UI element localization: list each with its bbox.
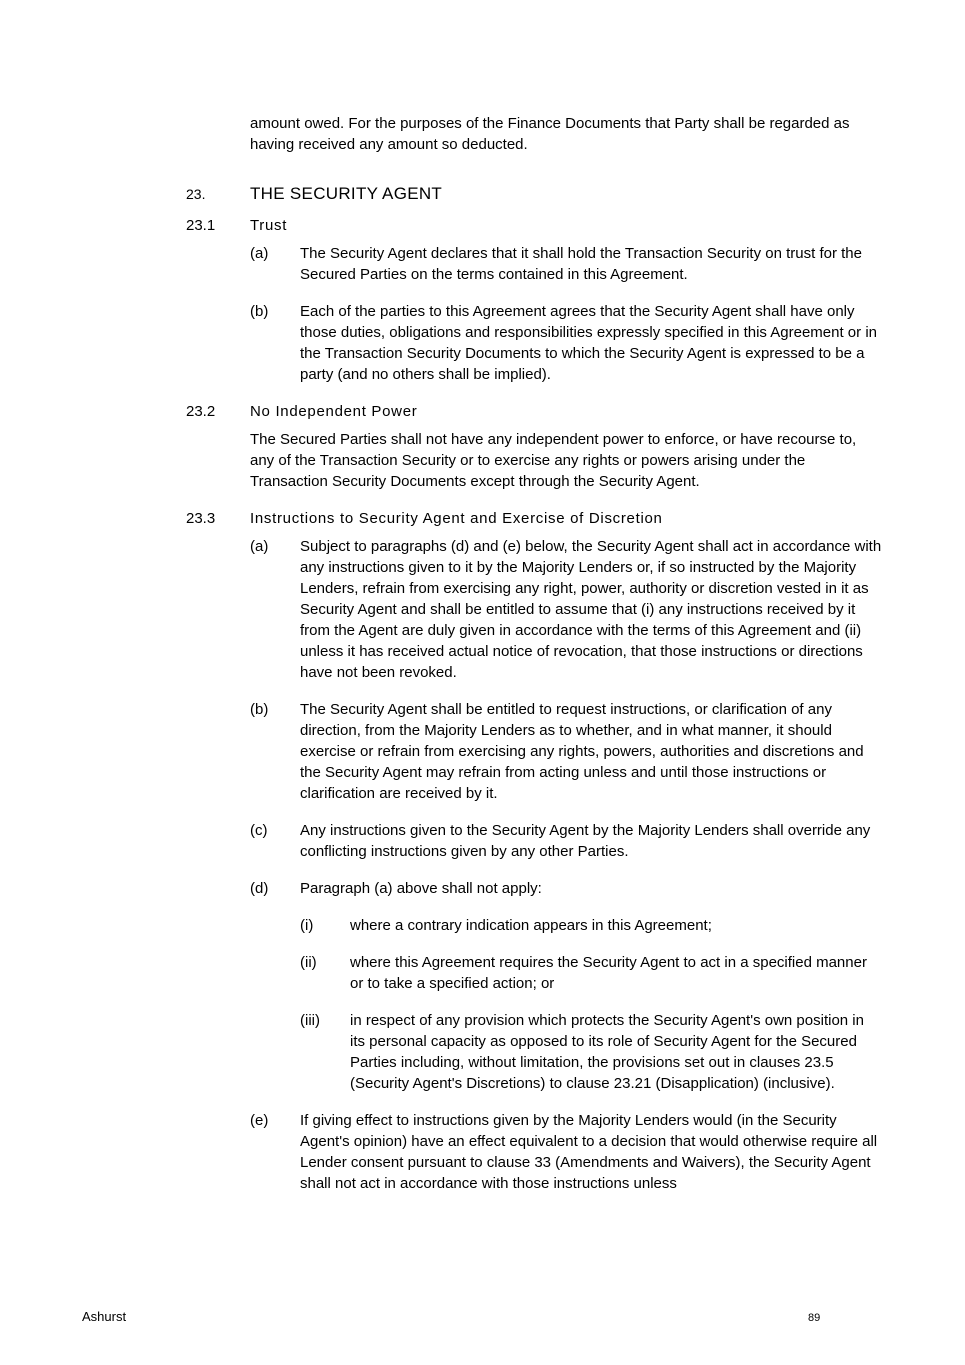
subparagraph (300, 952, 882, 994)
subparagraph (300, 1010, 882, 1094)
subsection-heading-row (186, 215, 886, 236)
footer-firm-name: Ashurst (82, 1309, 127, 1324)
paragraph-marker: (a) (250, 245, 269, 262)
subsection-number: 23.3 (186, 510, 216, 527)
paragraph-text: If giving effect to instructions given by the Majority Lenders would (in the Security Agent's opinion) have an effect equivalent to a decision that would otherwise require all Lender consent pursuant to clause 33 (Amendments and Waivers), the Security Agent shall not act in accordance with those instructions unless (300, 1112, 878, 1192)
subparagraph-marker: (i) (300, 917, 314, 934)
subsection-heading-row (186, 401, 886, 422)
paragraph-text: Any instructions given to the Security Agent by the Majority Lenders shall override any conflicting instructions given by any other Parties. (300, 822, 871, 860)
subsection-body-row (186, 536, 886, 1210)
subsection-heading-row (186, 508, 886, 529)
clause-title: THE SECURITY AGENT (250, 184, 443, 203)
subsection-body-row (186, 243, 886, 401)
subsection-body (250, 429, 882, 508)
paragraph-text: Subject to paragraphs (d) and (e) below, the Security Agent shall act in accordance with any instructions given to it by the Majority Lenders or, if so instructed by the Majority Lenders, refrain from exercising any right, power, authority or discretion vested in it as Security Agent and shall be entitled to assume that (i) any instructions received by it from the Agent are duly given in accordance with the terms of this Agreement and (ii) unless it has received actual notice of revocation, that those instructions or directions have not been revoked. (300, 538, 882, 681)
page-number: 89 (808, 1312, 821, 1324)
document-content (186, 113, 886, 1210)
subparagraph-text: in respect of any provision which protects the Security Agent's own position in its personal capacity as opposed to its role of Security Agent for the Secured Parties including, without limitation, the provisions set out in clauses 23.5 (Security Agent's Discretions) to clause 23.21 (Disapplication) (inclusive). (350, 1012, 864, 1092)
paragraph-text: Paragraph (a) above shall not apply: (300, 880, 542, 897)
paragraph-text: The Secured Parties shall not have any independent power to enforce, or have recourse to, any of the Transaction Security or to exercise any rights or powers arising under the Transaction Security Documents except through the Security Agent. (250, 431, 857, 490)
paragraph (250, 536, 882, 683)
subparagraph-marker: (ii) (300, 954, 317, 971)
subparagraph-marker: (iii) (300, 1012, 320, 1029)
paragraph-marker: (e) (250, 1112, 269, 1129)
subsection-body (250, 536, 882, 1210)
paragraph (250, 243, 882, 285)
subsection-body (250, 243, 882, 401)
subsection-title: Instructions to Security Agent and Exercise of Discretion (250, 510, 663, 527)
paragraph-text: Each of the parties to this Agreement agrees that the Security Agent shall have only those duties, obligations and responsibilities expressly specified in this Agreement or in the Transaction Security Documents to which the Security Agent is expressed to be a party (and no others shall be implied). (300, 303, 877, 383)
subsection-number: 23.1 (186, 217, 216, 234)
paragraph-marker: (a) (250, 538, 269, 555)
subparagraph-text: where a contrary indication appears in this Agreement; (350, 917, 712, 934)
subparagraph-text: where this Agreement requires the Security Agent to act in a specified manner or to take a specified action; or (350, 954, 867, 992)
paragraph (250, 878, 882, 899)
subsection-title: Trust (250, 217, 288, 234)
paragraph-text: The Security Agent shall be entitled to request instructions, or clarification of any direction, from the Majority Lenders as to whether, and in what manner, it should exercise or refrain from exercising any rights, powers, authorities and discretions and the Security Agent may refrain from acting unless and until those instructions or clarification are received by it. (300, 701, 864, 802)
clause-heading-row (186, 182, 886, 206)
clause-number: 23. (186, 186, 206, 202)
subsection-number: 23.2 (186, 403, 216, 420)
subparagraph (300, 915, 882, 936)
paragraph-marker: (b) (250, 303, 269, 320)
paragraph-marker: (c) (250, 822, 268, 839)
subsection-title: No Independent Power (250, 403, 418, 420)
paragraph-text: The Security Agent declares that it shall hold the Transaction Security on trust for the Secured Parties on the terms contained in this Agreement. (300, 245, 862, 283)
paragraph (250, 301, 882, 385)
continuation-paragraph-row (186, 113, 886, 155)
paragraph-marker: (b) (250, 701, 269, 718)
paragraph (250, 1110, 882, 1194)
continuation-paragraph: amount owed. For the purposes of the Finance Documents that Party shall be regarded as having received any amount so deducted. (250, 115, 850, 153)
paragraph (250, 699, 882, 804)
paragraph-marker: (d) (250, 880, 269, 897)
paragraph (250, 820, 882, 862)
subsection-body-row (186, 429, 886, 508)
